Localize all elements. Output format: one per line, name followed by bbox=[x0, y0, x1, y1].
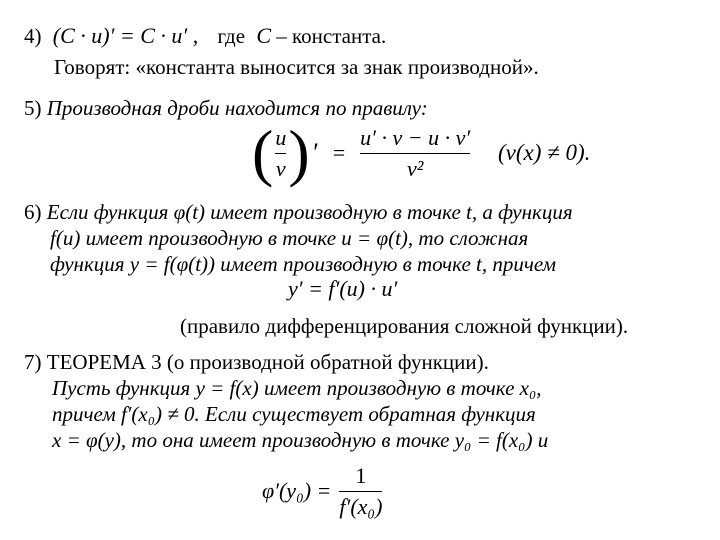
constant-multiple-rule-formula: (C · u)′ = C · u′ , bbox=[52, 23, 199, 48]
item-6-line-1 bbox=[24, 200, 573, 224]
quotient-rule-text: Производная дроби находится по правилу: bbox=[46, 96, 428, 120]
equals-sign: = bbox=[331, 140, 347, 165]
item-7-line-1: Пусть функция y = f(x) имеет производную в точке x₀, bbox=[52, 376, 542, 400]
item-6-number: 6) bbox=[24, 200, 42, 224]
fraction-bar bbox=[360, 153, 470, 154]
fraction-u-over-v bbox=[275, 125, 286, 182]
inverse-denominator: f′(x₀) bbox=[339, 493, 383, 519]
theorem-title: ТЕОРЕМА 3 (о производной обратной функции). bbox=[46, 350, 489, 374]
item-7-line-title bbox=[24, 350, 489, 374]
left-paren: ( bbox=[252, 117, 274, 188]
right-paren: ) bbox=[288, 117, 310, 188]
item-4-line-2: Говорят: «константа выносится за знак производной». bbox=[54, 55, 539, 79]
inverse-lhs: φ′(y₀) = bbox=[262, 478, 332, 503]
item-6-text-1: Если функция φ(t) имеет производную в точке t, а функция bbox=[46, 200, 573, 224]
item-4-where: где bbox=[217, 24, 246, 48]
quotient-rule-fraction bbox=[360, 125, 470, 182]
item-7-number: 7) bbox=[24, 350, 42, 374]
fraction-denominator-v: v bbox=[275, 155, 286, 181]
item-4-constant-text: – константа. bbox=[276, 24, 387, 48]
inverse-fraction bbox=[339, 463, 382, 520]
quotient-denominator: v² bbox=[406, 155, 424, 181]
item-6-line-3: функция y = f(φ(t)) имеет производную в точке t, причем bbox=[50, 252, 557, 276]
quotient-rule-formula bbox=[252, 116, 470, 190]
item-7-line-2: причем f′(x₀) ≠ 0. Если существует обратная функция bbox=[52, 402, 536, 426]
item-4-constant-symbol: C bbox=[256, 23, 271, 48]
inverse-function-formula bbox=[262, 460, 382, 522]
item-5-number: 5) bbox=[24, 96, 42, 120]
item-4-number: 4) bbox=[24, 24, 42, 48]
item-4-line-1 bbox=[24, 24, 386, 48]
quotient-numerator: u′ · v − u · v′ bbox=[360, 124, 471, 150]
fraction-bar bbox=[275, 153, 286, 154]
chain-rule-formula: y′ = f′(u) · u′ bbox=[288, 276, 398, 301]
derivative-prime: ′ bbox=[311, 138, 318, 167]
chain-rule-caption: (правило дифференцирования сложной функции). bbox=[180, 314, 629, 338]
item-7-line-3: x = φ(y), то она имеет производную в точке y₀ = f(x₀) и bbox=[52, 428, 549, 452]
fraction-numerator-u: u bbox=[275, 124, 287, 150]
fraction-bar bbox=[339, 491, 382, 492]
inverse-numerator: 1 bbox=[355, 462, 367, 488]
nonzero-condition: (v(x) ≠ 0). bbox=[498, 140, 591, 165]
item-6-line-2: f(u) имеет производную в точке u = φ(t), то сложная bbox=[50, 226, 529, 250]
